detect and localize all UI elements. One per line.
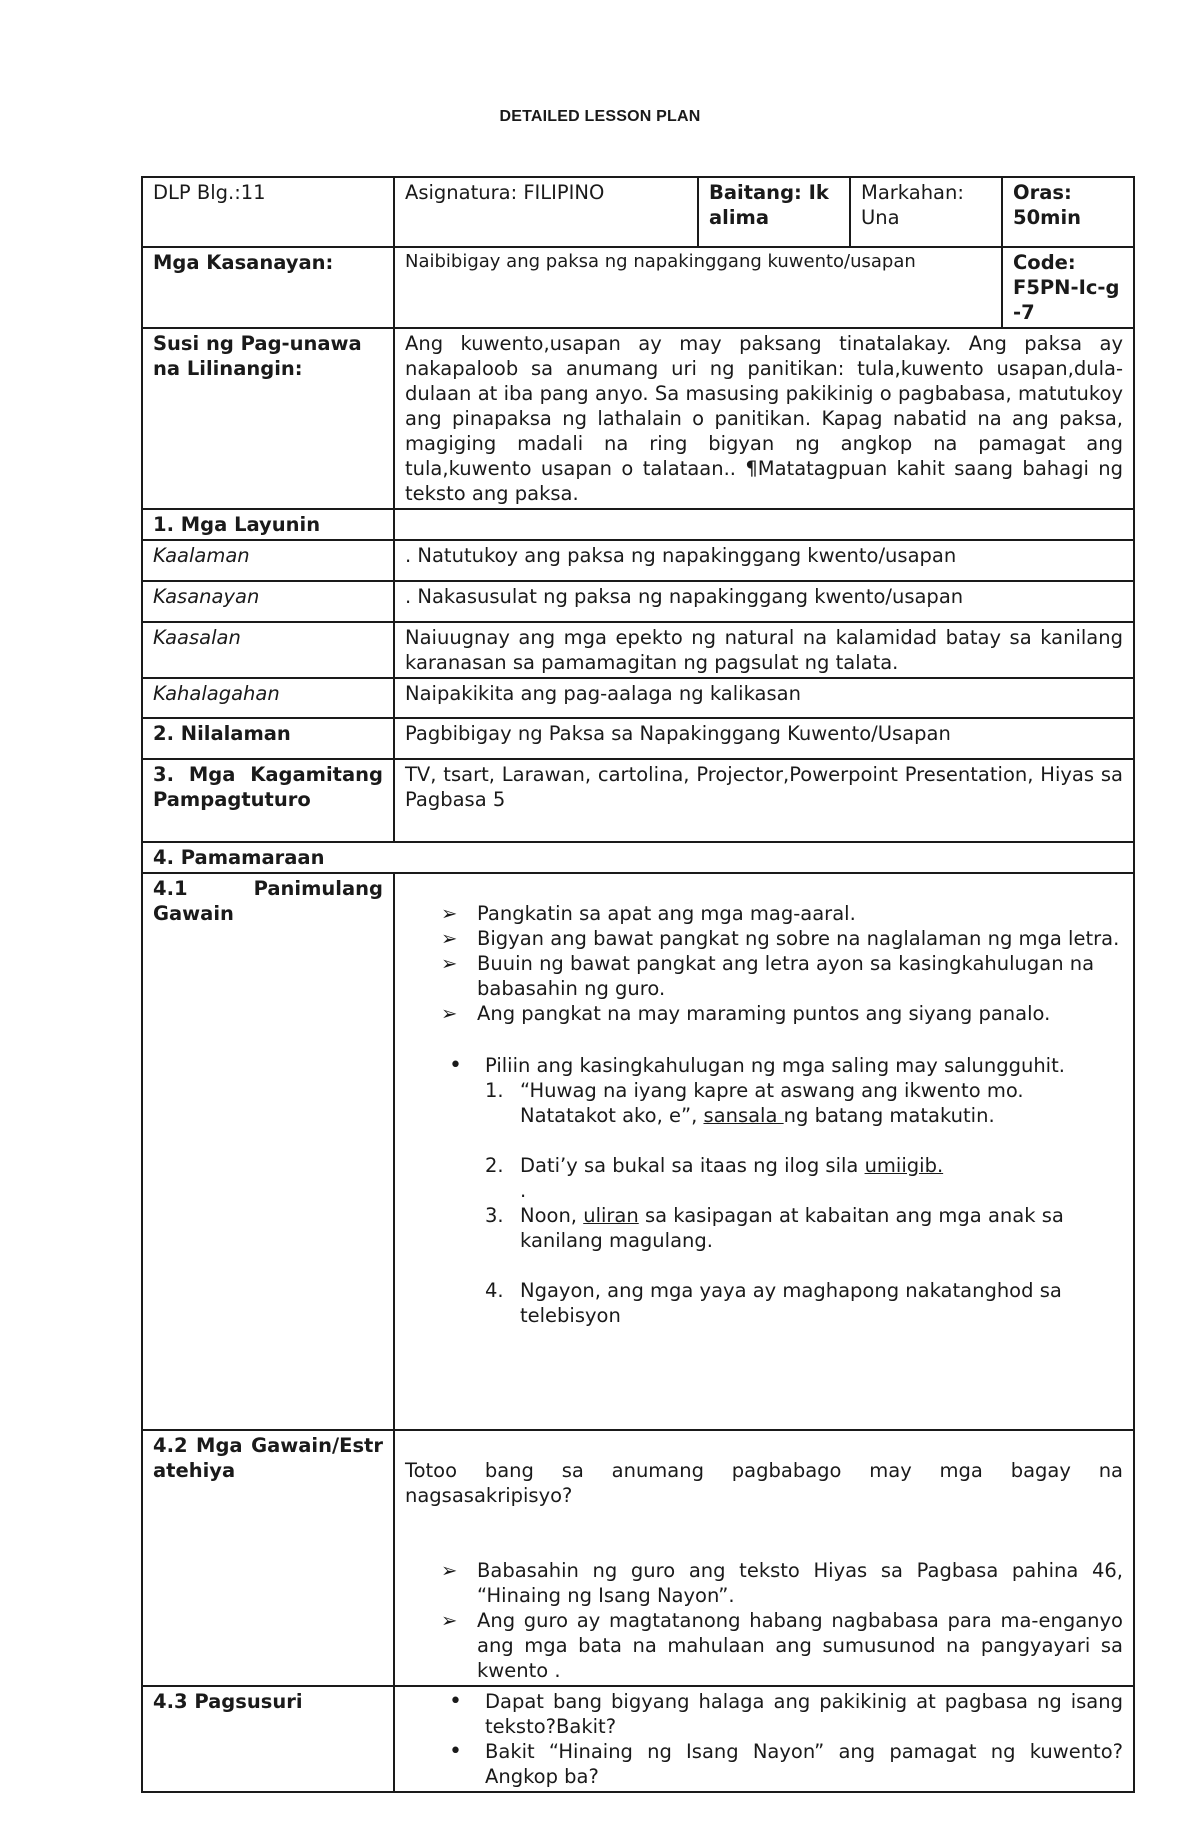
objective-value: . Nakasusulat ng paksa ng napakinggang kwento/usapan [394, 581, 1134, 622]
instruction-item: • Piliin ang kasingkahulugan ng mga saling may salungguhit. [449, 1053, 1065, 1078]
arrow-bullet-icon: ➢ [441, 1559, 458, 1582]
bullet-icon: • [449, 1739, 462, 1764]
vocabulary-items [405, 1078, 1123, 1328]
competency-code: Code: F5PN-Ic-g-7 [1002, 247, 1134, 328]
vocabulary-item: 3. Noon, uliran sa kasipagan at kabaitan ang mga anak sa kanilang magulang. [485, 1204, 1064, 1252]
objectives-empty [394, 509, 1134, 540]
key-understanding-row [142, 328, 1134, 509]
analysis-content [394, 1686, 1134, 1792]
arrow-bullet-icon: ➢ [441, 952, 458, 975]
key-understanding-label: Susi ng Pag-unawa na Lilinangin: [142, 328, 394, 509]
bullet-icon: • [449, 1689, 462, 1714]
objective-label: Kaasalan [142, 622, 394, 678]
document-title: DETAILED LESSON PLAN [499, 108, 701, 125]
objective-label: Kaalaman [142, 540, 394, 581]
arrow-bullet-icon: ➢ [441, 1002, 458, 1025]
activity-steps [405, 901, 1123, 1026]
objectives-label: 1. Mga Layunin [142, 509, 394, 540]
preliminary-activity-row [142, 873, 1134, 1430]
objective-value: Naipakikita ang pag-aalaga ng kalikasan [394, 678, 1134, 718]
analysis-label: 4.3 Pagsusuri [142, 1686, 394, 1792]
arrow-bullet-icon: ➢ [441, 902, 458, 925]
underlined-word: umiigib. [864, 1154, 944, 1177]
subject: Asignatura: FILIPINO [394, 177, 698, 247]
content-label: 2. Nilalaman [142, 718, 394, 759]
arrow-bullet-icon: ➢ [441, 927, 458, 950]
header-row [142, 177, 1134, 247]
quarter: Markahan: Una [850, 177, 1002, 247]
bullet-icon: • [449, 1053, 462, 1078]
duration: Oras: 50min [1002, 177, 1134, 247]
key-understanding-value: Ang kuwento,usapan ay may paksang tinatalakay. Ang paksa ay nakapaloob sa anumang uri ng panitikan: tula,kuwento usapan,dula-dulaan at iba pang anyo. Sa masusing pakikinig o pagbabasa, matutukoy ang pinapaksa ng lathalain o panitikan. Kapag nabatid na ang paksa, magiging madali na ring bigyan ng angkop na pamagat ang tula,kuwento usapan o talataan.. ¶Matatagpuan kahit saang bahagi ng teksto ang paksa. [394, 328, 1134, 509]
list-dot: . [520, 1179, 527, 1202]
skills-value: Naibibigay ang paksa ng napakinggang kuwento/usapan [394, 247, 1002, 328]
objectives-header-row [142, 509, 1134, 540]
objective-value: Naiuugnay ang mga epekto ng natural na kalamidad batay sa kanilang karanasan sa pamamagitan ng pagsulat ng talata. [394, 622, 1134, 678]
lesson-plan-table [141, 176, 1135, 1793]
grade-level: Baitang: Ikalima [698, 177, 850, 247]
materials-row [142, 759, 1134, 842]
underlined-word: sansala [703, 1104, 784, 1127]
materials-label: 3. Mga Kagamitang Pampagtuturo [142, 759, 394, 842]
analysis-row [142, 1686, 1134, 1792]
objective-row [142, 581, 1134, 622]
procedure-header-row [142, 842, 1134, 873]
objective-row [142, 540, 1134, 581]
list-spacer [405, 1253, 1123, 1278]
preliminary-activity-content [394, 873, 1134, 1430]
instruction-list [405, 1053, 1123, 1078]
vocabulary-item: 1. “Huwag na iyang kapre at aswang ang ikwento mo. Natatakot ako, e”, sansala ng batang matakutin. [485, 1079, 1024, 1127]
activity-step: ➢ Ang pangkat na may maraming puntos ang siyang panalo. [441, 1002, 1051, 1025]
strategies-content [394, 1430, 1134, 1686]
preliminary-activity-label: 4.1 Panimulang Gawain [142, 873, 394, 1430]
analysis-questions [405, 1689, 1123, 1789]
objective-label: Kasanayan [142, 581, 394, 622]
analysis-question: • Bakit “Hinaing ng Isang Nayon” ang pamagat ng kuwento? Angkop ba? [449, 1739, 1123, 1788]
skills-row [142, 247, 1134, 328]
dlp-number: DLP Blg.:11 [142, 177, 394, 247]
materials-value: TV, tsart, Larawan, cartolina, Projector,Powerpoint Presentation, Hiyas sa Pagbasa 5 [394, 759, 1134, 842]
motivation-question: Totoo bang sa anumang pagbabago may mga bagay na nagsasakripisyo? [405, 1459, 1123, 1507]
strategies-label: 4.2 Mga Gawain/Estratehiya [142, 1430, 394, 1686]
vocabulary-item: 2. Dati’y sa bukal sa itaas ng ilog sila umiigib. [485, 1154, 944, 1177]
objective-row [142, 622, 1134, 678]
strategy-step: ➢ Ang guro ay magtatanong habang nagbabasa para ma-enganyo ang mga bata na mahulaan ang sumusunod na pangyayari sa kwento . [441, 1609, 1123, 1682]
activity-step: ➢ Pangkatin sa apat ang mga mag-aaral. [441, 902, 856, 925]
objective-label: Kahalagahan [142, 678, 394, 718]
activity-step: ➢ Bigyan ang bawat pangkat ng sobre na naglalaman ng mga letra. [441, 927, 1120, 950]
strategy-step: ➢ Babasahin ng guro ang teksto Hiyas sa Pagbasa pahina 46, “Hinaing ng Isang Nayon”. [441, 1559, 1123, 1607]
procedure-label: 4. Pamamaraan [142, 842, 1134, 873]
activity-step: ➢ Buuin ng bawat pangkat ang letra ayon sa kasingkahulugan na babasahin ng guro. [441, 952, 1095, 1000]
skills-label: Mga Kasanayan: [142, 247, 394, 328]
content-row [142, 718, 1134, 759]
strategies-row [142, 1430, 1134, 1686]
analysis-question: • Dapat bang bigyang halaga ang pakikinig at pagbasa ng isang teksto?Bakit? [449, 1689, 1123, 1738]
vocabulary-item: 4. Ngayon, ang mga yaya ay maghapong nakatanghod sa telebisyon [485, 1279, 1062, 1327]
content-value: Pagbibigay ng Paksa sa Napakinggang Kuwento/Usapan [394, 718, 1134, 759]
underlined-word: uliran [583, 1204, 639, 1227]
objective-row [142, 678, 1134, 718]
arrow-bullet-icon: ➢ [441, 1609, 458, 1632]
list-spacer [405, 1128, 1123, 1153]
objective-value: . Natutukoy ang paksa ng napakinggang kwento/usapan [394, 540, 1134, 581]
strategy-steps [405, 1558, 1123, 1683]
